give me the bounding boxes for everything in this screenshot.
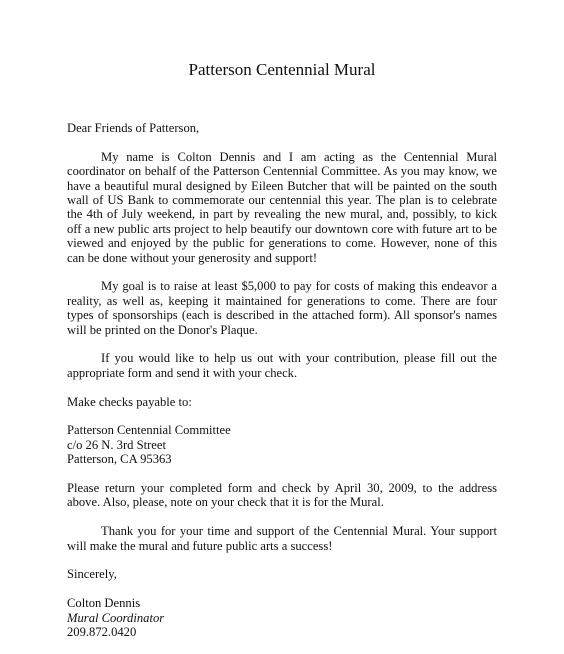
paragraph-goal: My goal is to raise at least $5,000 to pay for costs of making this endeavor a reality, as well as, keeping it maintained for generations to come. There are four types of sponsorships (each is described in the attached form). All sponsor's names will be printed on the Donor's Plaque. bbox=[67, 279, 497, 337]
signature-phone: 209.872.0420 bbox=[67, 625, 137, 640]
return-note: Please return your completed form and check by April 30, 2009, to the address above. Also, please, note on your check that it is for the Mural. bbox=[67, 481, 497, 510]
signature-block bbox=[67, 596, 497, 639]
address-line-3: Patterson, CA 95363 bbox=[67, 452, 172, 467]
mailing-address bbox=[67, 423, 497, 466]
signature-role: Mural Coordinator bbox=[67, 610, 165, 625]
closing: Sincerely, bbox=[67, 567, 117, 582]
checks-intro: Make checks payable to: bbox=[67, 394, 192, 409]
paragraph-intro: My name is Colton Dennis and I am acting as the Centennial Mural coordinator on behalf of the Patterson Centennial Committee. As you may know, we have a beautiful mural designed by Eileen Butcher that will be painted on the south wall of US Bank to commemorate our centennial this year. The plan is to celebrate the 4th of July weekend, in part by revealing the new mural, and, possibly, to kick off a new public arts project to help beautify our downtown core with future art to be viewed and enjoyed by the public for generations to come. However, none of this can be done without your generosity and support! bbox=[67, 149, 497, 265]
address-line-1: Patterson Centennial Committee bbox=[67, 423, 231, 438]
address-line-2: c/o 26 N. 3rd Street bbox=[67, 437, 166, 452]
letter-body bbox=[67, 121, 497, 654]
paragraph-contribution: If you would like to help us out with your contribution, please fill out the appropriate form and send it with your check. bbox=[67, 351, 497, 380]
salutation: Dear Friends of Patterson, bbox=[67, 121, 200, 135]
thanks-paragraph: Thank you for your time and support of the Centennial Mural. Your support will make the mural and future public arts a success! bbox=[67, 524, 497, 553]
letter-title: Patterson Centennial Mural bbox=[188, 60, 376, 79]
signature-name: Colton Dennis bbox=[67, 596, 141, 611]
